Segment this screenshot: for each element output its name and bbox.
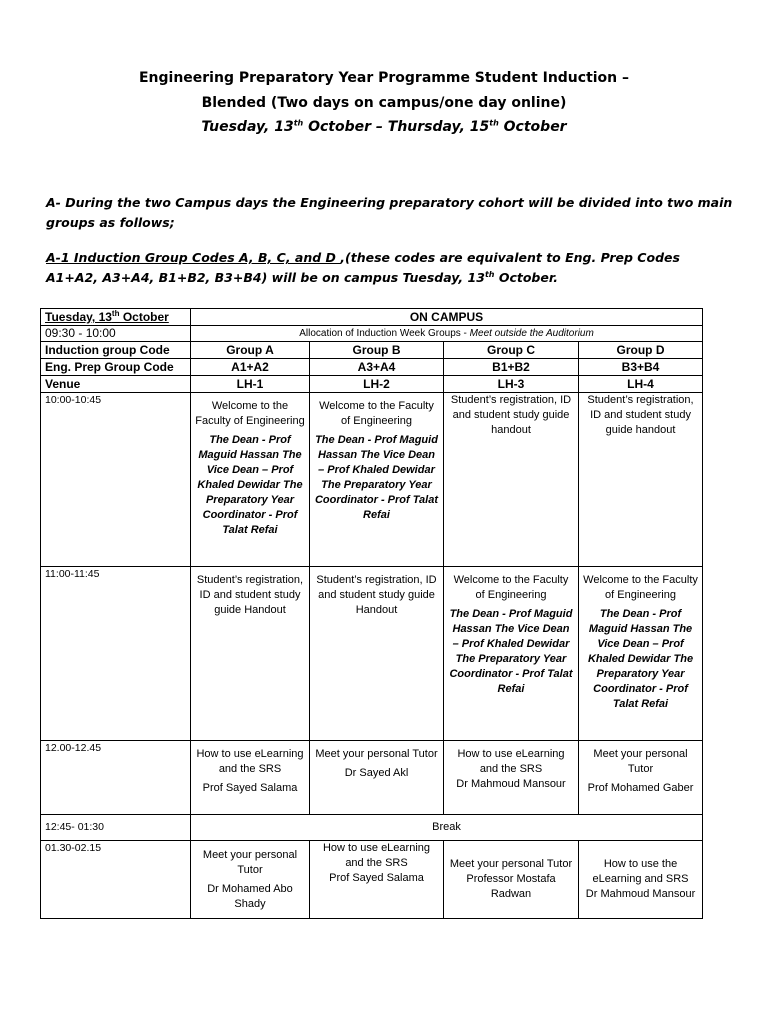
ordinal-suffix: th bbox=[293, 118, 304, 128]
prep-code-cell: A3+A4 bbox=[310, 359, 444, 376]
table-row bbox=[41, 815, 703, 841]
prep-code-cell: A1+A2 bbox=[191, 359, 310, 376]
date-range-mid: October – Thursday, 15 bbox=[303, 119, 490, 135]
session-cell: Student’s registration, ID and student study guide Handout bbox=[191, 567, 310, 741]
table-row bbox=[41, 741, 703, 815]
prep-code-cell: B3+B4 bbox=[579, 359, 703, 376]
ordinal-suffix: th bbox=[484, 269, 495, 279]
table-row bbox=[41, 376, 703, 393]
session-cell: How to use eLearning and the SRS Prof Sayed Salama bbox=[191, 741, 310, 815]
intro-paragraph: A- During the two Campus days the Engineering preparatory cohort will be divided into two main groups as follows; bbox=[46, 195, 733, 230]
date-range-start: Tuesday, 13 bbox=[201, 119, 294, 135]
table-row bbox=[41, 309, 703, 326]
date-cell: Tuesday, 13th October bbox=[41, 309, 191, 326]
session-cell: How to use eLearning and the SRS Prof Sayed Salama bbox=[310, 841, 444, 919]
session-cell: Student’s registration, ID and student study guide Handout bbox=[310, 567, 444, 741]
session-cell: Welcome to the Faculty of Engineering The Dean - Prof Maguid Hassan The Vice Dean – Prof Khaled Dewidar The Preparatory Year Coordinator - Prof Talat Refai bbox=[310, 393, 444, 567]
document-title-line1: Engineering Preparatory Year Programme Student Induction – bbox=[138, 70, 630, 86]
table-row bbox=[41, 393, 703, 567]
group-codes-text: ,(these codes are equivalent to Eng. Prep Codes A1+A2, A3+A4, B1+B2, B3+B4) will be on campus Tuesday, 13 bbox=[46, 250, 680, 285]
venue-cell: LH-1 bbox=[191, 376, 310, 393]
document-title-line2: Blended (Two days on campus/one day online) bbox=[201, 95, 567, 111]
session-cell: Welcome to the Faculty of Engineering The Dean - Prof Maguid Hassan The Vice Dean – Prof Khaled Dewidar The Preparatory Year Coordinator - Prof Talat Refai bbox=[191, 393, 310, 567]
group-codes-paragraph bbox=[46, 248, 736, 288]
time-cell: 12:45- 01:30 bbox=[41, 815, 191, 841]
session-cell: Welcome to the Faculty of Engineering The Dean - Prof Maguid Hassan The Vice Dean – Prof Khaled Dewidar The Preparatory Year Coordinator - Prof Talat Refai bbox=[579, 567, 703, 741]
break-cell: Break bbox=[191, 815, 703, 841]
document-title-dates bbox=[0, 119, 768, 135]
table-row bbox=[41, 359, 703, 376]
session-cell: Student’s registration, ID and student study guide handout bbox=[444, 393, 579, 567]
table-row bbox=[41, 342, 703, 359]
prep-code-cell: B1+B2 bbox=[444, 359, 579, 376]
venue-cell: LH-2 bbox=[310, 376, 444, 393]
time-cell: 12.00-12.45 bbox=[41, 741, 191, 815]
session-cell: Meet your personal Tutor Dr Mohamed Abo Shady bbox=[191, 841, 310, 919]
time-cell: 09:30 - 10:00 bbox=[41, 326, 191, 342]
group-cell: Group C bbox=[444, 342, 579, 359]
table-row bbox=[41, 567, 703, 741]
on-campus-header: ON CAMPUS bbox=[191, 309, 703, 326]
group-cell: Group A bbox=[191, 342, 310, 359]
time-cell: 11:00-11:45 bbox=[41, 567, 191, 741]
venue-label: Venue bbox=[41, 376, 191, 393]
prep-code-label: Eng. Prep Group Code bbox=[41, 359, 191, 376]
venue-cell: LH-3 bbox=[444, 376, 579, 393]
group-cell: Group B bbox=[310, 342, 444, 359]
venue-cell: LH-4 bbox=[579, 376, 703, 393]
session-cell: How to use eLearning and the SRS Dr Mahmoud Mansour bbox=[444, 741, 579, 815]
time-cell: 10:00-10:45 bbox=[41, 393, 191, 567]
session-cell: Student’s registration, ID and student study guide handout bbox=[579, 393, 703, 567]
ordinal-suffix: th bbox=[489, 118, 499, 128]
session-cell: Meet your personal Tutor Prof Mohamed Gaber bbox=[579, 741, 703, 815]
date-range-end: October bbox=[498, 119, 567, 135]
session-cell: Welcome to the Faculty of Engineering The Dean - Prof Maguid Hassan The Vice Dean – Prof Khaled Dewidar The Preparatory Year Coordinator - Prof Talat Refai bbox=[444, 567, 579, 741]
allocation-cell: Allocation of Induction Week Groups - Meet outside the Auditorium bbox=[191, 326, 703, 342]
table-row bbox=[41, 326, 703, 342]
schedule-table bbox=[40, 308, 703, 919]
group-cell: Group D bbox=[579, 342, 703, 359]
group-codes-end: October. bbox=[494, 270, 558, 285]
session-cell: Meet your personal Tutor Professor Mostafa Radwan bbox=[444, 841, 579, 919]
induction-label: Induction group Code bbox=[41, 342, 191, 359]
group-codes-heading: A-1 Induction Group Codes A, B, C, and D bbox=[46, 250, 341, 265]
time-cell: 01.30-02.15 bbox=[41, 841, 191, 919]
table-row bbox=[41, 841, 703, 919]
session-cell: Meet your personal Tutor Dr Sayed Akl bbox=[310, 741, 444, 815]
session-cell: How to use the eLearning and SRS Dr Mahmoud Mansour bbox=[579, 841, 703, 919]
